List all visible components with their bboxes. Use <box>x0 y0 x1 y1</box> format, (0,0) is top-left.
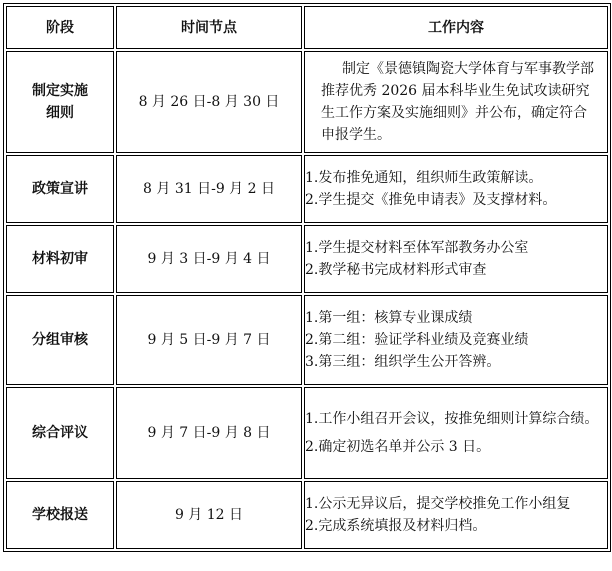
table-row <box>6 387 608 479</box>
work-item: 1.学生提交材料至体军部教务办公室 <box>305 240 529 256</box>
work-item: 2.完成系统填报及材料归档。 <box>305 518 487 534</box>
work-item: 1.第一组：核算专业课成绩 <box>305 310 473 326</box>
header-time: 时间节点 <box>116 6 302 49</box>
stage-label: 制定实施细则 <box>32 83 88 121</box>
table-header-row <box>6 6 608 49</box>
work-item: 2.教学秘书完成材料形式审查 <box>305 262 487 278</box>
work-cell <box>304 481 608 549</box>
work-item: 2.学生提交《推免申请表》及支撑材料。 <box>305 192 557 208</box>
work-item: 3.第三组：组织学生公开答辨。 <box>305 354 501 370</box>
time-cell: 8 月 26 日-8 月 30 日 <box>116 51 302 153</box>
work-item: 2.确定初选名单并公示 3 日。 <box>305 439 491 455</box>
work-cell <box>304 155 608 223</box>
time-cell: 9 月 5 日-9 月 7 日 <box>116 295 302 385</box>
stage-cell: 分组审核 <box>6 295 114 385</box>
work-cell <box>304 225 608 293</box>
stage-cell: 综合评议 <box>6 387 114 479</box>
time-cell: 9 月 12 日 <box>116 481 302 549</box>
work-cell <box>304 387 608 479</box>
table-row <box>6 51 608 153</box>
work-item: 2.第二组：验证学科业绩及竞赛业绩 <box>305 332 529 348</box>
schedule-table <box>3 3 611 552</box>
work-cell <box>304 295 608 385</box>
work-item: 1.发布推免通知，组织师生政策解读。 <box>305 170 543 186</box>
stage-cell: 材料初审 <box>6 225 114 293</box>
table-row <box>6 481 608 549</box>
header-work: 工作内容 <box>304 6 608 49</box>
stage-cell: 学校报送 <box>6 481 114 549</box>
table-row <box>6 155 608 223</box>
table-row <box>6 225 608 293</box>
stage-cell: 政策宣讲 <box>6 155 114 223</box>
time-cell: 9 月 3 日-9 月 4 日 <box>116 225 302 293</box>
header-stage: 阶段 <box>6 6 114 49</box>
table-row <box>6 295 608 385</box>
stage-cell <box>6 51 114 153</box>
work-item: 1.公示无异议后，提交学校推免工作小组复 <box>305 496 571 512</box>
work-description: 制定《景德镇陶瓷大学体育与军事教学部推荐优秀 2026 届本科毕业生免试攻读研究生工作方案及实施细则》并公布，确定符合申报学生。 <box>321 61 594 143</box>
work-item: 1.工作小组召开会议，按推免细则计算综合绩。 <box>305 411 599 427</box>
work-cell <box>304 51 608 153</box>
time-cell: 9 月 7 日-9 月 8 日 <box>116 387 302 479</box>
time-cell: 8 月 31 日-9 月 2 日 <box>116 155 302 223</box>
